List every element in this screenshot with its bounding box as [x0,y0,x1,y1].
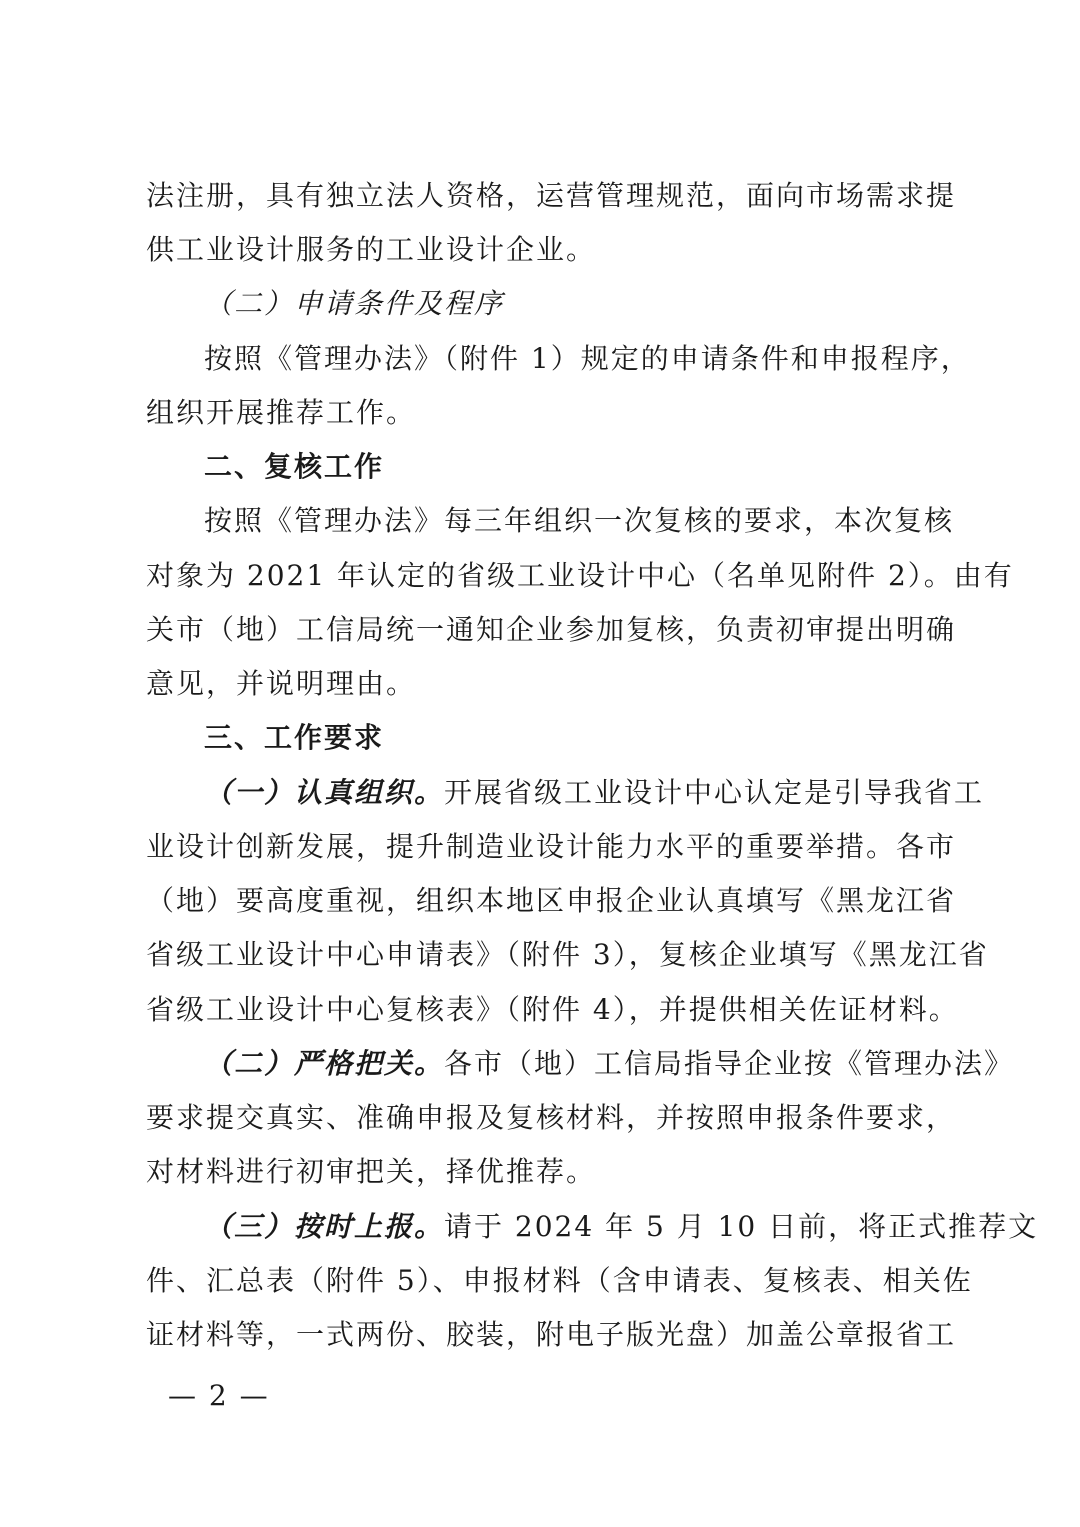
paragraph-line: 省级工业设计中心复核表》（附件 4），并提供相关佐证材料。 [146,993,959,1026]
paragraph-line: 件、汇总表（附件 5）、申报材料（含申请表、复核表、相关佐 [146,1264,973,1297]
requirement-label: （三）按时上报。 [204,1210,445,1243]
requirement-label: （一）认真组织。 [204,776,445,809]
paragraph-line: 供工业设计服务的工业设计企业。 [146,233,597,266]
requirement-line [204,1207,1039,1247]
paragraph-line: 关市（地）工信局统一通知企业参加复核，负责初审提出明确 [146,613,957,646]
paragraph-line: 按照《管理办法》（附件 1）规定的申请条件和申报程序， [204,342,971,375]
paragraph-line: 组织开展推荐工作。 [146,396,417,429]
paragraph-line: 省级工业设计中心申请表》（附件 3），复核企业填写《黑龙江省 [146,938,989,971]
subsection-heading: （二）申请条件及程序 [204,287,505,320]
requirement-line [204,773,985,813]
paragraph-line: （地）要高度重视，组织本地区申报企业认真填写《黑龙江省 [146,884,957,917]
paragraph-line: 法注册，具有独立法人资格，运营管理规范，面向市场需求提 [146,179,957,212]
requirement-text: 各市（地）工信局指导企业按《管理办法》 [444,1047,1015,1080]
requirement-text: 请于 2024 年 5 月 10 日前，将正式推荐文 [444,1210,1039,1243]
paragraph-line: 意见，并说明理由。 [146,667,417,700]
paragraph-line: 按照《管理办法》每三年组织一次复核的要求，本次复核 [204,504,955,537]
requirement-label: （二）严格把关。 [204,1047,445,1080]
requirement-line [204,1044,1015,1084]
section-heading: 二、复核工作 [204,450,385,483]
section-heading: 三、工作要求 [204,721,385,754]
page-number: — 2 — [168,1379,270,1412]
paragraph-line: 对材料进行初审把关，择优推荐。 [146,1155,597,1188]
paragraph-line: 对象为 2021 年认定的省级工业设计中心（名单见附件 2）。由有 [146,559,1014,592]
paragraph-line: 要求提交真实、准确申报及复核材料，并按照申报条件要求， [146,1101,957,1134]
paragraph-line: 业设计创新发展，提升制造业设计能力水平的重要举措。各市 [146,830,957,863]
paragraph-line: 证材料等，一式两份、胶装，附电子版光盘）加盖公章报省工 [146,1318,957,1351]
requirement-text: 开展省级工业设计中心认定是引导我省工 [444,776,985,809]
